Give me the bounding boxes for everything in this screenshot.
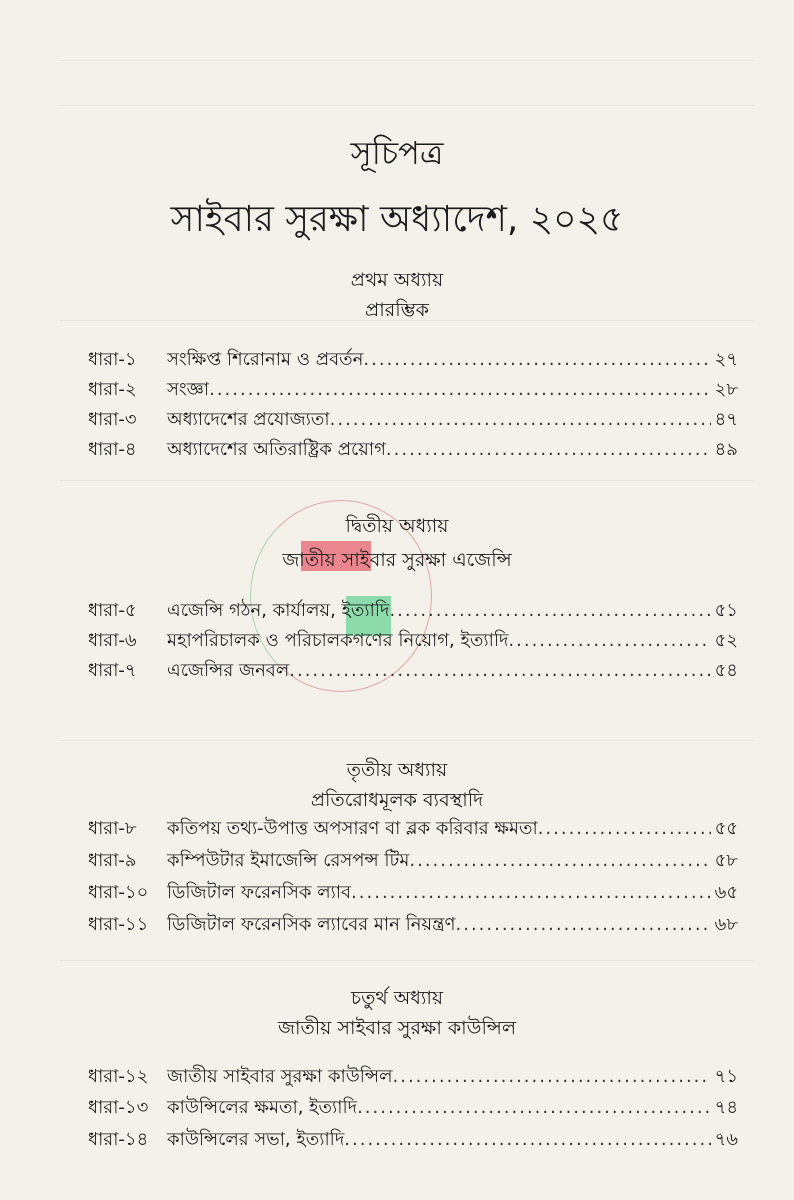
chapter-name: প্রারম্ভিক	[365, 299, 429, 321]
toc-entry[interactable]	[88, 1062, 738, 1090]
page-number: ৫২	[714, 630, 738, 651]
dot-leader	[289, 660, 710, 681]
section-number: ধারা-৯	[88, 850, 137, 871]
page-number: ৫৫	[714, 818, 738, 839]
toc-entry[interactable]	[88, 596, 738, 624]
toc-entry[interactable]	[88, 345, 738, 373]
book-title: সাইবার সুরক্ষা অধ্যাদেশ, ২০২৫	[170, 199, 624, 240]
section-number: ধারা-১১	[88, 914, 149, 935]
dot-leader	[508, 630, 710, 651]
toc-entry[interactable]	[88, 405, 738, 433]
page-number: ৭৪	[714, 1097, 738, 1118]
dot-leader	[330, 409, 711, 430]
section-title: কতিপয় তথ্য-উপাত্ত অপসারণ বা ব্লক করিবার ক্ষমতা	[167, 818, 538, 839]
section-number: ধারা-৪	[88, 439, 137, 460]
toc-entry[interactable]	[88, 878, 738, 906]
page-number: ৬৫	[714, 882, 738, 903]
page-number: ৫১	[714, 600, 738, 621]
section-title: এজেন্সির জনবল	[167, 660, 290, 681]
toc-entry[interactable]	[88, 910, 738, 938]
page-heading: সূচিপত্র	[350, 134, 444, 172]
section-number: ধারা-১২	[88, 1066, 149, 1087]
page-number: ২৮	[714, 379, 738, 400]
section-title: কম্পিউটার ইমাজেন্সি রেসপন্স টিম	[167, 850, 410, 871]
toc-entry[interactable]	[88, 626, 738, 654]
chapter-name: জাতীয় সাইবার সুরক্ষা এজেন্সি	[282, 549, 512, 571]
section-title: সংক্ষিপ্ত শিরোনাম ও প্রবর্তন	[167, 349, 364, 370]
dot-leader	[357, 1097, 711, 1118]
section-title: এজেন্সি গঠন, কার্যালয়, ইত্যাদি	[167, 600, 390, 621]
section-number: ধারা-১৪	[88, 1129, 149, 1150]
dot-leader	[351, 882, 711, 903]
toc-entry[interactable]	[88, 375, 738, 403]
section-number: ধারা-৭	[88, 660, 137, 681]
chapter-number: দ্বিতীয় অধ্যায়	[345, 515, 449, 537]
toc-entry[interactable]	[88, 656, 738, 684]
section-number: ধারা-১	[88, 349, 137, 370]
toc-entry[interactable]	[88, 1093, 738, 1121]
section-title: মহাপরিচালক ও পরিচালকগণের নিয়োগ, ইত্যাদি	[167, 630, 509, 651]
section-number: ধারা-১৩	[88, 1097, 149, 1118]
chapter-number: প্রথম অধ্যায়	[350, 269, 444, 291]
section-number: ধারা-৩	[88, 409, 137, 430]
chapter-number: তৃতীয় অধ্যায়	[346, 759, 448, 781]
section-title: ডিজিটাল ফরেনসিক ল্যাব	[167, 882, 352, 903]
dot-leader	[393, 1066, 711, 1087]
page-number: ৭১	[714, 1066, 738, 1087]
dot-leader	[409, 850, 710, 871]
chapter-name: প্রতিরোধমূলক ব্যবস্থাদি	[310, 789, 484, 811]
dot-leader	[363, 349, 710, 370]
toc-entry[interactable]	[88, 1125, 738, 1153]
dot-leader	[386, 439, 711, 460]
section-title: কাউন্সিলের সভা, ইত্যাদি	[167, 1129, 345, 1150]
chapter-number: চতুর্থ অধ্যায়	[350, 987, 444, 1009]
section-number: ধারা-৬	[88, 630, 137, 651]
page-number: ৬৮	[714, 914, 738, 935]
page-number: ২৭	[714, 349, 738, 370]
section-title: অধ্যাদেশের অতিরাষ্ট্রিক প্রয়োগ	[167, 439, 386, 460]
chapter-name: জাতীয় সাইবার সুরক্ষা কাউন্সিল	[277, 1017, 517, 1039]
section-title: অধ্যাদেশের প্রযোজ্যতা	[167, 409, 330, 430]
section-number: ধারা-১০	[88, 882, 149, 903]
dot-leader	[538, 818, 711, 839]
section-number: ধারা-৮	[88, 818, 137, 839]
toc-entry[interactable]	[88, 846, 738, 874]
toc-entry[interactable]	[88, 435, 738, 463]
section-number: ধারা-৫	[88, 600, 137, 621]
page-number: ৫৮	[714, 850, 738, 871]
page-number: ৪৯	[714, 439, 738, 460]
page-number: ৪৭	[714, 409, 738, 430]
dot-leader	[209, 379, 711, 400]
toc-entry[interactable]	[88, 814, 738, 842]
section-title: কাউন্সিলের ক্ষমতা, ইত্যাদি	[167, 1097, 358, 1118]
section-title: ডিজিটাল ফরেনসিক ল্যাবের মান নিয়ন্ত্রণ	[167, 914, 456, 935]
dot-leader	[456, 914, 711, 935]
section-number: ধারা-২	[88, 379, 137, 400]
section-title: জাতীয় সাইবার সুরক্ষা কাউন্সিল	[167, 1066, 393, 1087]
page-number: ৭৬	[714, 1129, 738, 1150]
page-number: ৫৪	[714, 660, 738, 681]
dot-leader	[389, 600, 710, 621]
dot-leader	[344, 1129, 710, 1150]
section-title: সংজ্ঞা	[167, 379, 210, 400]
